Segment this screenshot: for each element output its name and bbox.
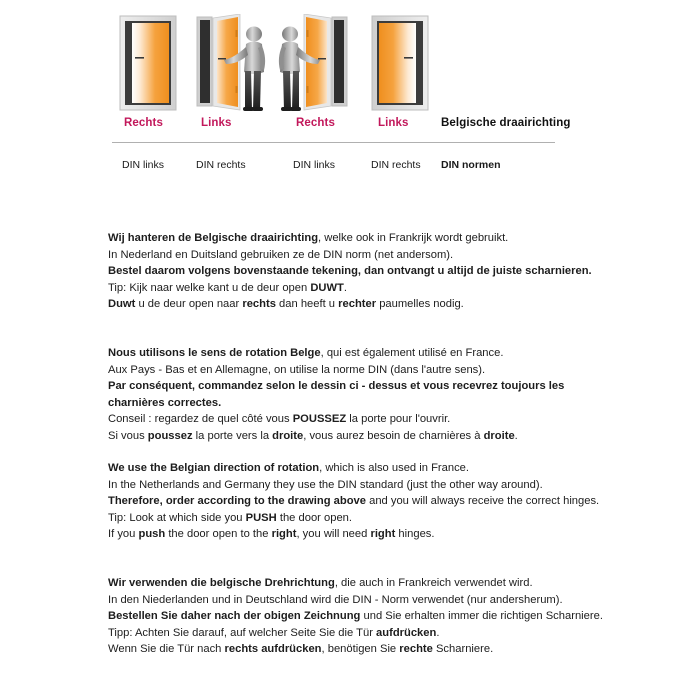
door-open-right-person-icon bbox=[268, 14, 348, 114]
din-label-2: DIN rechts bbox=[196, 159, 246, 171]
text-line: In the Netherlands and Germany they use the DIN standard (just the other way around). bbox=[108, 478, 543, 491]
din-label-3: DIN links bbox=[293, 159, 336, 171]
belgian-direction-heading: Belgische draairichting bbox=[441, 117, 571, 129]
door-closed-left-icon bbox=[366, 14, 430, 114]
text-line: Bestel daarom volgens bovenstaande tekening, dan ontvangt u altijd de juiste scharnieren. bbox=[108, 265, 592, 278]
door-direction-diagram bbox=[0, 0, 700, 185]
door-closed-right-icon bbox=[118, 14, 182, 114]
text-line: Conseil : regardez de quel côté vous POUSSEZ la porte pour l'ouvrir. bbox=[108, 413, 451, 426]
text-line: Si vous poussez la porte vers la droite, vous aurez besoin de charnières à droite. bbox=[108, 429, 518, 442]
text-line: In den Niederlanden und in Deutschland wird die DIN - Norm verwendet (nur andersherum). bbox=[108, 593, 563, 606]
door-figure-1 bbox=[118, 14, 182, 114]
door-open-left-person-icon bbox=[196, 14, 276, 114]
row-divider bbox=[112, 142, 555, 143]
text-line: Nous utilisons le sens de rotation Belge, qui est également utilisé en France. bbox=[108, 347, 504, 359]
text-line: Tip: Kijk naar welke kant u de deur open DUWT. bbox=[108, 281, 347, 294]
paragraph-german bbox=[108, 575, 608, 658]
direction-label-4: Links bbox=[378, 117, 409, 129]
din-label-1: DIN links bbox=[122, 159, 165, 171]
direction-label-3: Rechts bbox=[296, 117, 335, 129]
text-line: In Nederland en Duitsland gebruiken ze de DIN norm (net andersom). bbox=[108, 248, 454, 261]
text-line: We use the Belgian direction of rotation, which is also used in France. bbox=[108, 462, 469, 474]
text-line: Tipp: Achten Sie darauf, auf welcher Seite Sie die Tür aufdrücken. bbox=[108, 626, 440, 639]
text-line: Wenn Sie die Tür nach rechts aufdrücken, benötigen Sie rechte Scharniere. bbox=[108, 643, 494, 656]
text-line: Par conséquent, commandez selon le dessin ci - dessus et vous recevrez toujours les charnières correctes. bbox=[108, 380, 565, 409]
text-line: Wir verwenden die belgische Drehrichtung, die auch in Frankreich verwendet wird. bbox=[108, 577, 533, 589]
din-norms-heading: DIN normen bbox=[441, 159, 501, 171]
direction-label-1: Rechts bbox=[124, 117, 163, 129]
door-figure-3 bbox=[268, 14, 348, 114]
text-line: Wij hanteren de Belgische draairichting, welke ook in Frankrijk wordt gebruikt. bbox=[108, 232, 509, 244]
direction-label-2: Links bbox=[201, 117, 232, 129]
paragraph-french bbox=[108, 345, 608, 445]
text-line: If you push the door open to the right, you will need right hinges. bbox=[108, 528, 435, 541]
paragraph-english bbox=[108, 460, 608, 543]
door-figure-2 bbox=[196, 14, 276, 114]
text-line: Duwt u de deur open naar rechts dan heeft u rechter paumelles nodig. bbox=[108, 298, 464, 311]
door-figure-4 bbox=[366, 14, 430, 114]
text-line: Tip: Look at which side you PUSH the door open. bbox=[108, 511, 352, 524]
paragraph-dutch bbox=[108, 230, 608, 313]
text-line: Therefore, order according to the drawing above and you will always receive the correct hinges. bbox=[108, 495, 600, 508]
text-line: Bestellen Sie daher nach der obigen Zeichnung und Sie erhalten immer die richtigen Scharniere. bbox=[108, 610, 603, 623]
din-label-4: DIN rechts bbox=[371, 159, 421, 171]
text-line: Aux Pays - Bas et en Allemagne, on utilise la norme DIN (dans l'autre sens). bbox=[108, 363, 486, 376]
